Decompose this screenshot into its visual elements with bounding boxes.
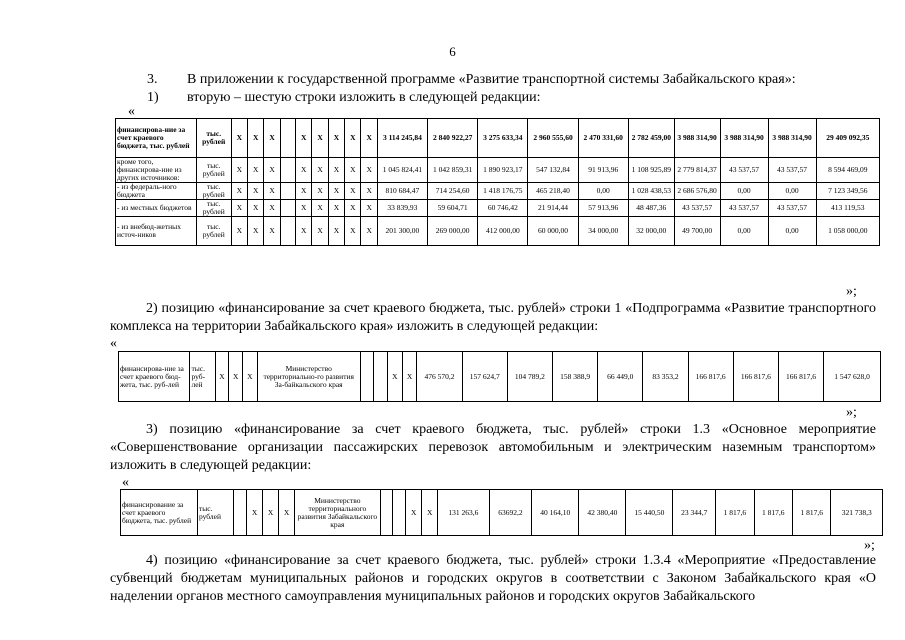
item-3-paragraph: 3) позицию «финансирование за счет краевого бюджета, тыс. рублей» строки 1.3 «Основное мероприятие «Совершенствование организации пассажирских перевозок автомобильным и электрическим наземным транспортом» изложить в следующей редакции: <box>110 422 876 473</box>
mark-cell: X <box>231 183 247 200</box>
mark-cell: X <box>312 200 328 217</box>
value-cell: 60 746,42 <box>478 200 528 217</box>
mark-cell: X <box>231 158 247 183</box>
value-cell: 1 817,6 <box>716 490 754 536</box>
value-cell: 34 000,00 <box>578 217 628 246</box>
mark-cell <box>280 119 295 158</box>
value-cell: 23 344,7 <box>673 490 716 536</box>
table-row <box>116 158 880 183</box>
value-cell: 1 108 925,89 <box>628 158 674 183</box>
value-cell: 476 570,2 <box>417 352 462 402</box>
value-cell: 8 594 469,09 <box>816 158 879 183</box>
mark-cell: X <box>402 352 417 402</box>
mark-cell <box>374 352 388 402</box>
mark-cell: X <box>296 183 312 200</box>
mark-cell: X <box>328 158 344 183</box>
mark-cell: X <box>328 183 344 200</box>
value-cell: 157 624,7 <box>462 352 507 402</box>
mark-cell: X <box>296 119 312 158</box>
mark-cell <box>380 490 393 536</box>
row-label: - из внебюд-жетных источ-ников <box>116 217 197 246</box>
value-cell: 0,00 <box>578 183 628 200</box>
value-cell: 43 537,57 <box>720 158 768 183</box>
value-cell: 2 840 922,27 <box>428 119 478 158</box>
value-cell: 0,00 <box>720 183 768 200</box>
open-quote: « <box>110 336 117 351</box>
row-label: финансирова-ние за счет краевого бюд-жета, тыс. руб-лей <box>119 352 190 402</box>
page-number: 6 <box>449 44 456 59</box>
close-semicolon: »; <box>864 538 875 553</box>
mark-cell: X <box>231 200 247 217</box>
mark-cell: X <box>229 352 243 402</box>
mark-cell: X <box>247 490 263 536</box>
subitem-number: 1) <box>147 90 159 105</box>
value-cell: 43 537,57 <box>720 200 768 217</box>
mark-cell: X <box>361 183 377 200</box>
item-2-paragraph: 2) позицию «финансирование за счет краевого бюджета, тыс. рублей» строки 1 «Подпрограмма «Развитие транспортного комплекса на территории Забайкальского края» изложить в следующей редакции: <box>110 301 876 334</box>
item-text: В приложении к государственной программе «Развитие транспортной системы Забайкальского края»: <box>187 72 796 87</box>
executor-cell: Министерство территориального развития Забайкальского края <box>295 490 380 536</box>
value-cell: 15 440,50 <box>626 490 673 536</box>
mark-cell: X <box>215 352 229 402</box>
value-cell: 166 817,6 <box>733 352 778 402</box>
mark-cell: X <box>388 352 403 402</box>
item-number: 3. <box>147 72 158 87</box>
value-cell: 269 000,00 <box>428 217 478 246</box>
value-cell: 465 218,40 <box>528 183 578 200</box>
value-cell: 3 275 633,34 <box>478 119 528 158</box>
value-cell: 1 418 176,75 <box>478 183 528 200</box>
mark-cell: X <box>243 352 258 402</box>
mark-cell <box>280 158 295 183</box>
open-quote: « <box>128 104 135 119</box>
unit-cell: тыс. рублей <box>196 119 231 158</box>
row-label: кроме того, финансирова-ние из других источников: <box>116 158 197 183</box>
mark-cell: X <box>361 158 377 183</box>
mark-cell: X <box>264 119 280 158</box>
value-cell: 1 547 628,0 <box>824 352 881 402</box>
row-label: финансирование за счет краевого бюджета, тыс. рублей <box>121 490 198 536</box>
value-cell: 810 684,47 <box>377 183 427 200</box>
value-cell: 1 045 824,41 <box>377 158 427 183</box>
value-cell: 412 000,00 <box>478 217 528 246</box>
value-cell: 2 960 555,60 <box>528 119 578 158</box>
value-cell: 321 738,3 <box>831 490 883 536</box>
value-cell: 7 123 349,56 <box>816 183 879 200</box>
mark-cell: X <box>264 183 280 200</box>
mark-cell: X <box>231 217 247 246</box>
value-cell: 42 380,40 <box>579 490 626 536</box>
mark-cell: X <box>231 119 247 158</box>
mark-cell: X <box>361 200 377 217</box>
mark-cell: X <box>248 119 264 158</box>
value-cell: 3 114 245,84 <box>377 119 427 158</box>
value-cell: 43 537,57 <box>674 200 720 217</box>
unit-cell: тыс. рублей <box>196 200 231 217</box>
value-cell: 0,00 <box>768 217 816 246</box>
item-4-paragraph: 4) позицию «финансирование за счет краевого бюджета, тыс. рублей» строки 1.3.4 «Мероприятие «Предоставление субвенций бюджетам муниципальных районов и городских округов в соответствии с Законом Забайкальского края «О наделении органов местного самоуправления муниципальных районов и городских округов Забайкальского <box>110 553 876 604</box>
value-cell: 2 686 576,80 <box>674 183 720 200</box>
value-cell: 83 353,2 <box>643 352 688 402</box>
mark-cell: X <box>328 119 344 158</box>
subitem-text: вторую – шестую строки изложить в следующей редакции: <box>187 90 541 105</box>
table-row <box>116 217 880 246</box>
value-cell: 158 388,9 <box>552 352 597 402</box>
mark-cell: X <box>312 158 328 183</box>
mark-cell: X <box>312 119 328 158</box>
value-cell: 59 604,71 <box>428 200 478 217</box>
mark-cell: X <box>422 490 438 536</box>
mark-cell: X <box>361 217 377 246</box>
unit-cell: тыс. рублей <box>196 158 231 183</box>
mark-cell <box>280 183 295 200</box>
value-cell: 48 487,36 <box>628 200 674 217</box>
value-cell: 1 028 438,53 <box>628 183 674 200</box>
mark-cell: X <box>328 200 344 217</box>
mark-cell: X <box>345 183 361 200</box>
mark-cell: X <box>264 200 280 217</box>
value-cell: 166 817,6 <box>778 352 823 402</box>
executor-cell: Министерство территориально-го развития За-байкальского края <box>257 352 360 402</box>
unit-cell: тыс. рублей <box>197 490 233 536</box>
value-cell: 1 817,6 <box>754 490 792 536</box>
value-cell: 57 913,96 <box>578 200 628 217</box>
mark-cell: X <box>263 490 279 536</box>
value-cell: 413 119,53 <box>816 200 879 217</box>
table-row <box>116 119 880 158</box>
mark-cell: X <box>345 158 361 183</box>
value-cell: 1 058 000,00 <box>816 217 879 246</box>
value-cell: 714 254,60 <box>428 183 478 200</box>
value-cell: 2 782 459,00 <box>628 119 674 158</box>
mark-cell: X <box>248 158 264 183</box>
value-cell: 0,00 <box>768 183 816 200</box>
value-cell: 49 700,00 <box>674 217 720 246</box>
value-cell: 131 263,6 <box>438 490 489 536</box>
row-label: - из федераль-ного бюджета <box>116 183 197 200</box>
table-subprogram-1 <box>118 351 881 402</box>
value-cell: 547 132,84 <box>528 158 578 183</box>
value-cell: 104 789,2 <box>507 352 552 402</box>
value-cell: 91 913,96 <box>578 158 628 183</box>
mark-cell: X <box>248 217 264 246</box>
mark-cell: X <box>296 158 312 183</box>
value-cell: 33 839,93 <box>377 200 427 217</box>
mark-cell <box>360 352 374 402</box>
value-cell: 1 817,6 <box>793 490 831 536</box>
mark-cell <box>393 490 406 536</box>
value-cell: 2 779 814,37 <box>674 158 720 183</box>
close-quote: »; <box>846 284 857 299</box>
open-quote: « <box>122 475 129 490</box>
value-cell: 43 537,57 <box>768 200 816 217</box>
value-cell: 3 988 314,90 <box>768 119 816 158</box>
mark-cell: X <box>328 217 344 246</box>
mark-cell: X <box>248 183 264 200</box>
mark-cell: X <box>345 200 361 217</box>
row-label: - из местных бюджетов <box>116 200 197 217</box>
value-cell: 40 164,10 <box>532 490 579 536</box>
mark-cell: X <box>279 490 295 536</box>
unit-cell: тыс. рублей <box>196 217 231 246</box>
mark-cell <box>280 217 295 246</box>
table-row <box>121 490 883 536</box>
mark-cell: X <box>296 217 312 246</box>
value-cell: 63692,2 <box>489 490 532 536</box>
value-cell: 3 988 314,90 <box>674 119 720 158</box>
value-cell: 1 890 923,17 <box>478 158 528 183</box>
table-row <box>119 352 881 402</box>
mark-cell <box>234 490 247 536</box>
table-row <box>116 200 880 217</box>
mark-cell: X <box>345 217 361 246</box>
value-cell: 60 000,00 <box>528 217 578 246</box>
close-quote: »; <box>846 405 857 420</box>
value-cell: 201 300,00 <box>377 217 427 246</box>
mark-cell: X <box>296 200 312 217</box>
unit-cell: тыс. руб-лей <box>190 352 215 402</box>
table-measure-1-3 <box>120 489 883 536</box>
mark-cell: X <box>264 217 280 246</box>
value-cell: 43 537,57 <box>768 158 816 183</box>
value-cell: 66 449,0 <box>598 352 643 402</box>
mark-cell: X <box>312 183 328 200</box>
value-cell: 2 470 331,60 <box>578 119 628 158</box>
value-cell: 29 409 092,35 <box>816 119 879 158</box>
table-financing-rows <box>115 118 880 246</box>
value-cell: 0,00 <box>720 217 768 246</box>
value-cell: 3 988 314,90 <box>720 119 768 158</box>
mark-cell: X <box>361 119 377 158</box>
table-row <box>116 183 880 200</box>
mark-cell: X <box>248 200 264 217</box>
value-cell: 1 042 859,31 <box>428 158 478 183</box>
value-cell: 166 817,6 <box>688 352 733 402</box>
unit-cell: тыс. рублей <box>196 183 231 200</box>
value-cell: 32 000,00 <box>628 217 674 246</box>
value-cell: 21 914,44 <box>528 200 578 217</box>
mark-cell: X <box>345 119 361 158</box>
mark-cell: X <box>312 217 328 246</box>
mark-cell <box>280 200 295 217</box>
row-label: финансирова-ние за счет краевого бюджета, тыс. рублей <box>116 119 197 158</box>
mark-cell: X <box>406 490 422 536</box>
mark-cell: X <box>264 158 280 183</box>
